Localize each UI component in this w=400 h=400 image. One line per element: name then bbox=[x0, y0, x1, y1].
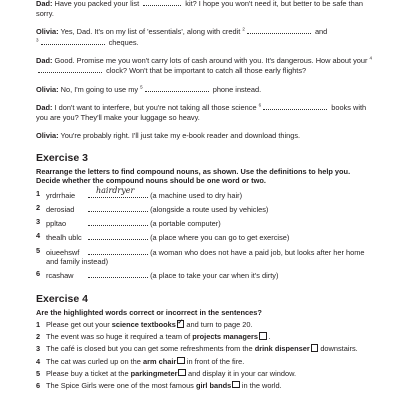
gap-number: 6 bbox=[258, 102, 262, 108]
checkbox[interactable] bbox=[177, 357, 185, 365]
dialogue-text: kit? I hope you won't need it, but better to be safe than sorry. bbox=[36, 0, 363, 18]
dialogue-text: clock? Won't that be important to catch all those early flights? bbox=[106, 66, 307, 76]
gap-number: 2 bbox=[242, 26, 245, 32]
highlighted-words: arm chair bbox=[142, 356, 177, 366]
exercise-4-item bbox=[36, 369, 376, 379]
exercise-4-item bbox=[36, 381, 376, 391]
answer-field[interactable] bbox=[88, 203, 148, 212]
scrambled-letters: rcashaw bbox=[46, 271, 74, 281]
item-body bbox=[46, 381, 376, 391]
item-body bbox=[46, 186, 376, 201]
exercise-4-item bbox=[36, 357, 376, 367]
item-number: 3 bbox=[36, 217, 41, 227]
item-body bbox=[46, 369, 376, 379]
highlighted-words: parkingmeter bbox=[130, 368, 178, 378]
dialogue-text: No, I'm going to use my bbox=[60, 84, 139, 94]
answer-blank[interactable] bbox=[143, 0, 181, 6]
dialogue-line bbox=[36, 102, 376, 122]
sentence-text: The event was so huge it required a team of bbox=[46, 332, 191, 342]
dialogue-text: Good. Promise me you won't carry lots of cash around with you. It's dangerous. How about your bbox=[54, 55, 368, 65]
scrambled-letters: thealh ublc bbox=[46, 233, 82, 243]
item-number: 2 bbox=[36, 203, 41, 213]
sentence-text: and display it in your car window. bbox=[188, 368, 297, 378]
item-number: 5 bbox=[36, 245, 41, 255]
exercise-4-item bbox=[36, 320, 376, 330]
definition: (a place where you can go to get exercise) bbox=[150, 233, 290, 243]
worksheet-page bbox=[36, 0, 376, 393]
speaker-label: Dad: bbox=[36, 55, 53, 65]
dialogue-text: Have you packed your list bbox=[54, 0, 140, 8]
sentence-text: Please buy a ticket at the bbox=[46, 368, 129, 378]
checkbox[interactable] bbox=[232, 381, 240, 389]
exercise-4-instruction: Are the highlighted words correct or incorrect in the sentences? bbox=[36, 307, 262, 317]
item-number: 4 bbox=[36, 356, 41, 366]
speaker-label: Olivia: bbox=[36, 84, 59, 94]
dialogue-text: You're probably right. I'll just take my e-book reader and download things. bbox=[60, 130, 301, 140]
definition: (a portable computer) bbox=[150, 219, 221, 229]
exercise-4-item bbox=[36, 344, 376, 354]
dialogue-line bbox=[36, 84, 376, 95]
dialogue-text: books with you are you? They'll make your luggage so heavy. bbox=[36, 103, 367, 122]
definition: (a place to take your car when it's dirty) bbox=[150, 271, 279, 281]
exercise-4-item bbox=[36, 332, 376, 342]
sentence-text: downstairs. bbox=[320, 344, 358, 354]
checkbox[interactable] bbox=[259, 332, 267, 340]
sentence-text: The cat was curled up on the bbox=[46, 356, 141, 366]
item-body bbox=[46, 231, 376, 243]
highlighted-words: girl bands bbox=[195, 380, 232, 390]
answer-field[interactable] bbox=[88, 231, 148, 240]
highlighted-words: science textbooks bbox=[111, 320, 176, 330]
handwritten-answer: hairdryer bbox=[96, 186, 135, 196]
sentence-text: The café is closed but you can get some refreshments from the bbox=[46, 344, 253, 354]
answer-field[interactable] bbox=[88, 246, 148, 255]
dialogue-line bbox=[36, 26, 376, 47]
item-number: 5 bbox=[36, 368, 41, 378]
gap-number: 5 bbox=[140, 84, 143, 90]
sentence-text: in front of the fire. bbox=[186, 356, 245, 366]
exercise-3-item bbox=[36, 269, 376, 281]
item-body bbox=[46, 320, 376, 330]
exercise-4-title: Exercise 4 bbox=[36, 292, 88, 305]
answer-blank[interactable] bbox=[247, 26, 311, 34]
dialogue-text: cheques. bbox=[108, 37, 139, 47]
scrambled-letters: derosiad bbox=[46, 205, 75, 215]
answer-blank[interactable] bbox=[263, 102, 327, 110]
dialogue-text: and bbox=[314, 27, 328, 37]
sentence-text: in the world. bbox=[241, 380, 282, 390]
exercise-3-item bbox=[36, 246, 376, 267]
checkbox[interactable] bbox=[311, 344, 319, 352]
sentence-text: . bbox=[268, 332, 271, 342]
exercise-3-list bbox=[36, 186, 376, 281]
answer-blank[interactable] bbox=[38, 65, 102, 73]
speaker-label: Dad: bbox=[36, 0, 53, 8]
speaker-label: Dad: bbox=[36, 103, 53, 113]
checkbox[interactable] bbox=[178, 369, 186, 377]
definition: (a woman who does not have a paid job, but looks after her home and family instead) bbox=[46, 247, 365, 267]
item-number: 2 bbox=[36, 332, 41, 342]
dialogue-text: Yes, Dad. It's on my list of 'essentials', along with credit bbox=[60, 27, 241, 37]
answer-field[interactable] bbox=[88, 217, 148, 226]
exercise-3-item bbox=[36, 203, 376, 215]
item-number: 1 bbox=[36, 189, 41, 199]
scrambled-letters: ppltao bbox=[46, 219, 67, 229]
exercise-3-item bbox=[36, 231, 376, 243]
sentence-text: The Spice Girls were one of the most famous bbox=[46, 380, 194, 390]
item-body bbox=[46, 357, 376, 367]
exercise-3-title: Exercise 3 bbox=[36, 152, 88, 165]
gap-number: 3 bbox=[36, 37, 39, 43]
sentence-text: and turn to page 20. bbox=[186, 320, 253, 330]
speaker-label: Olivia: bbox=[36, 130, 59, 140]
checked-checkbox[interactable] bbox=[177, 320, 185, 328]
definition: (a machine used to dry hair) bbox=[150, 191, 243, 201]
highlighted-words: drink dispenser bbox=[254, 344, 310, 354]
gap-number: 4 bbox=[369, 55, 373, 61]
answer-field[interactable] bbox=[88, 186, 148, 198]
scrambled-letters: yrdrrhaie bbox=[46, 191, 76, 201]
exercise-3-item bbox=[36, 217, 376, 229]
speaker-label: Olivia: bbox=[36, 27, 59, 37]
item-body bbox=[46, 217, 376, 229]
dialogue-line bbox=[36, 0, 376, 18]
definition: (alongside a route used by vehicles) bbox=[150, 205, 269, 215]
item-body bbox=[46, 344, 376, 354]
answer-blank[interactable] bbox=[41, 37, 105, 45]
dialogue-text: phone instead. bbox=[212, 84, 262, 94]
exercise-4-list bbox=[36, 320, 376, 390]
answer-blank[interactable] bbox=[145, 84, 209, 92]
dialogue-line bbox=[36, 131, 376, 141]
dialogue-text: I don't want to interfere, but you're not taking all those science bbox=[54, 103, 257, 113]
item-body bbox=[46, 332, 376, 342]
sentence-text: Please get out your bbox=[46, 320, 110, 330]
item-body bbox=[46, 246, 376, 267]
item-number: 3 bbox=[36, 344, 41, 354]
item-number: 4 bbox=[36, 231, 41, 241]
item-number: 1 bbox=[36, 320, 41, 330]
item-body bbox=[46, 203, 376, 215]
exercise-3-instruction: Rearrange the letters to find compound nouns, as shown. Use the definitions to help you. Decide whether the compound nouns should be one word or two. bbox=[36, 166, 351, 186]
highlighted-words: projects managers bbox=[192, 332, 258, 342]
dialogue-line bbox=[36, 56, 376, 76]
item-number: 6 bbox=[36, 269, 41, 279]
item-body bbox=[46, 269, 376, 281]
answer-field[interactable] bbox=[88, 269, 148, 278]
scrambled-letters: oiueehswf bbox=[46, 247, 80, 257]
exercise-3-item bbox=[36, 186, 376, 201]
item-number: 6 bbox=[36, 380, 41, 390]
